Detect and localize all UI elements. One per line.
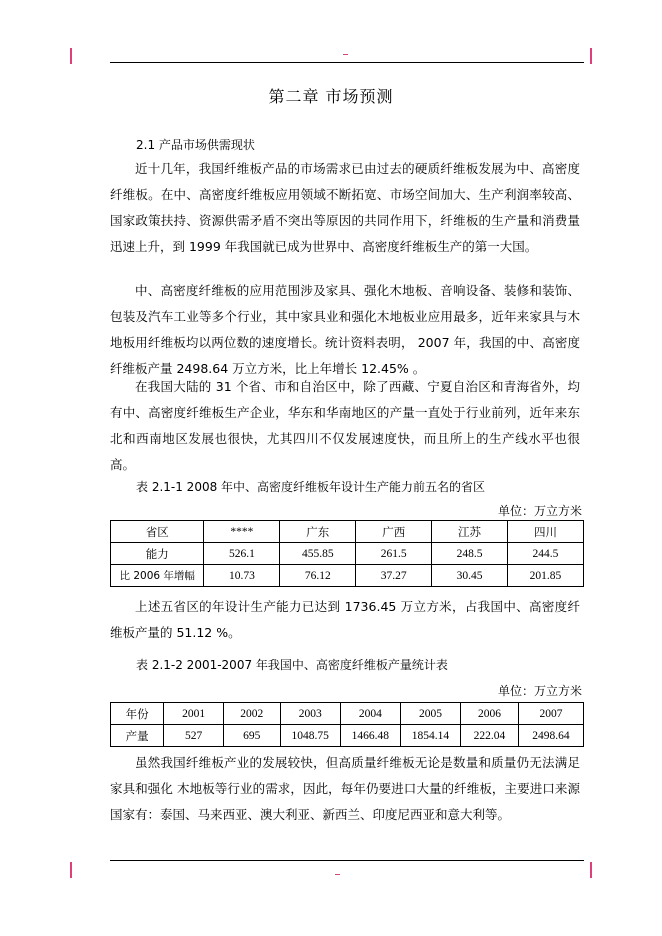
table2 [110, 702, 584, 747]
table-cell: 1048.75 [280, 725, 340, 747]
chapter-title: 第二章 市场预测 [268, 87, 394, 106]
crop-mark-top-right [590, 48, 592, 64]
table-cell: 2003 [280, 703, 340, 725]
table-cell: 37.27 [356, 565, 432, 587]
table-cell: 能力 [111, 543, 204, 565]
table-cell: 261.5 [356, 543, 432, 565]
table2-header-row [111, 703, 584, 725]
table-cell: 产量 [111, 725, 164, 747]
table1-header-row [111, 521, 584, 543]
table-cell: 244.5 [507, 543, 583, 565]
table-cell: **** [204, 521, 280, 543]
paragraph-5: 虽然我国纤维板产业的发展较快，但高质量纤维板无论是数量和质量仍无法满足家具和强化 木地板等行业的需求，因此，每年仍要进口大量的纤维板，主要进口来源国家有：泰国、马来西亚、澳大利亚、新西兰、印度尼西亚和意大利等。 [110, 755, 580, 822]
table-cell: 2007 [518, 703, 583, 725]
table-cell: 455.85 [280, 543, 356, 565]
table-row [111, 565, 584, 587]
crop-mark-top-left [70, 48, 72, 64]
header-mark [343, 54, 348, 55]
table-cell: 2001 [164, 703, 224, 725]
footer-rule [110, 860, 584, 861]
table-cell: 2006 [461, 703, 519, 725]
table1-caption: 表 2.1-1 2008 年中、高密度纤维板年设计生产能力前五名的省区 [136, 480, 486, 494]
table-cell: 526.1 [204, 543, 280, 565]
paragraph-2: 中、高密度纤维板的应用范围涉及家具、强化木地板、音响设备、装修和装饰、包装及汽车工业等多个行业，其中家具业和强化木地板业应用最多，近年来家具与木地板用纤维板均以两位数的速度增长。统计资料表明， 2007 年，我国的中、高密度纤维板产量 2498.64 万立方米，比上年增长 12.45% 。 [110, 283, 580, 376]
table-row [111, 725, 584, 747]
table-cell: 年份 [111, 703, 164, 725]
table-row [111, 543, 584, 565]
section-heading: 2.1 产品市场供需现状 [136, 138, 255, 152]
table-cell: 四川 [507, 521, 583, 543]
table-cell: 10.73 [204, 565, 280, 587]
paragraph-4: 上述五省区的年设计生产能力已达到 1736.45 万立方米，占我国中、高密度纤维板产量的 51.12 %。 [110, 599, 580, 640]
table1-unit: 单位：万立方米 [497, 504, 582, 518]
table-cell: 1466.48 [340, 725, 400, 747]
table-cell: 248.5 [432, 543, 508, 565]
table-cell: 30.45 [432, 565, 508, 587]
table-cell: 2002 [223, 703, 280, 725]
crop-mark-bottom-left [70, 862, 72, 878]
table-cell: 527 [164, 725, 224, 747]
table-cell: 695 [223, 725, 280, 747]
table-cell: 201.85 [507, 565, 583, 587]
table-cell: 江苏 [432, 521, 508, 543]
paragraph-3: 在我国大陆的 31 个省、市和自治区中，除了西藏、宁夏自治区和青海省外，均有中、高密度纤维板生产企业，华东和华南地区的产量一直处于行业前列，近年来东北和西南地区发展也很快，尤其四川不仅发展速度快，而且所上的生产线水平也很高。 [110, 379, 580, 472]
table-cell: 222.04 [461, 725, 519, 747]
table-cell: 1854.14 [400, 725, 460, 747]
footer-mark [335, 874, 340, 875]
table-cell: 76.12 [280, 565, 356, 587]
table-cell: 省区 [111, 521, 204, 543]
table-cell: 广西 [356, 521, 432, 543]
paragraph-1: 近十几年，我国纤维板产品的市场需求已由过去的硬质纤维板发展为中、高密度纤维板。在中、高密度纤维板应用领域不断拓宽、市场空间加大、生产利润率较高、国家政策扶持、资源供需矛盾不突出等原因的共同作用下，纤维板的生产量和消费量迅速上升，到 1999 年我国就已成为世界中、高密度纤维板生产的第一大国。 [110, 161, 580, 254]
header-rule [110, 62, 584, 63]
table1 [110, 520, 584, 587]
table-cell: 比 2006 年增幅 [111, 565, 204, 587]
table-cell: 2005 [400, 703, 460, 725]
table-cell: 2004 [340, 703, 400, 725]
crop-mark-bottom-right [590, 862, 592, 878]
table-cell: 广东 [280, 521, 356, 543]
table-cell: 2498.64 [518, 725, 583, 747]
table2-unit: 单位：万立方米 [497, 684, 582, 698]
table2-caption: 表 2.1-2 2001-2007 年我国中、高密度纤维板产量统计表 [136, 658, 448, 672]
